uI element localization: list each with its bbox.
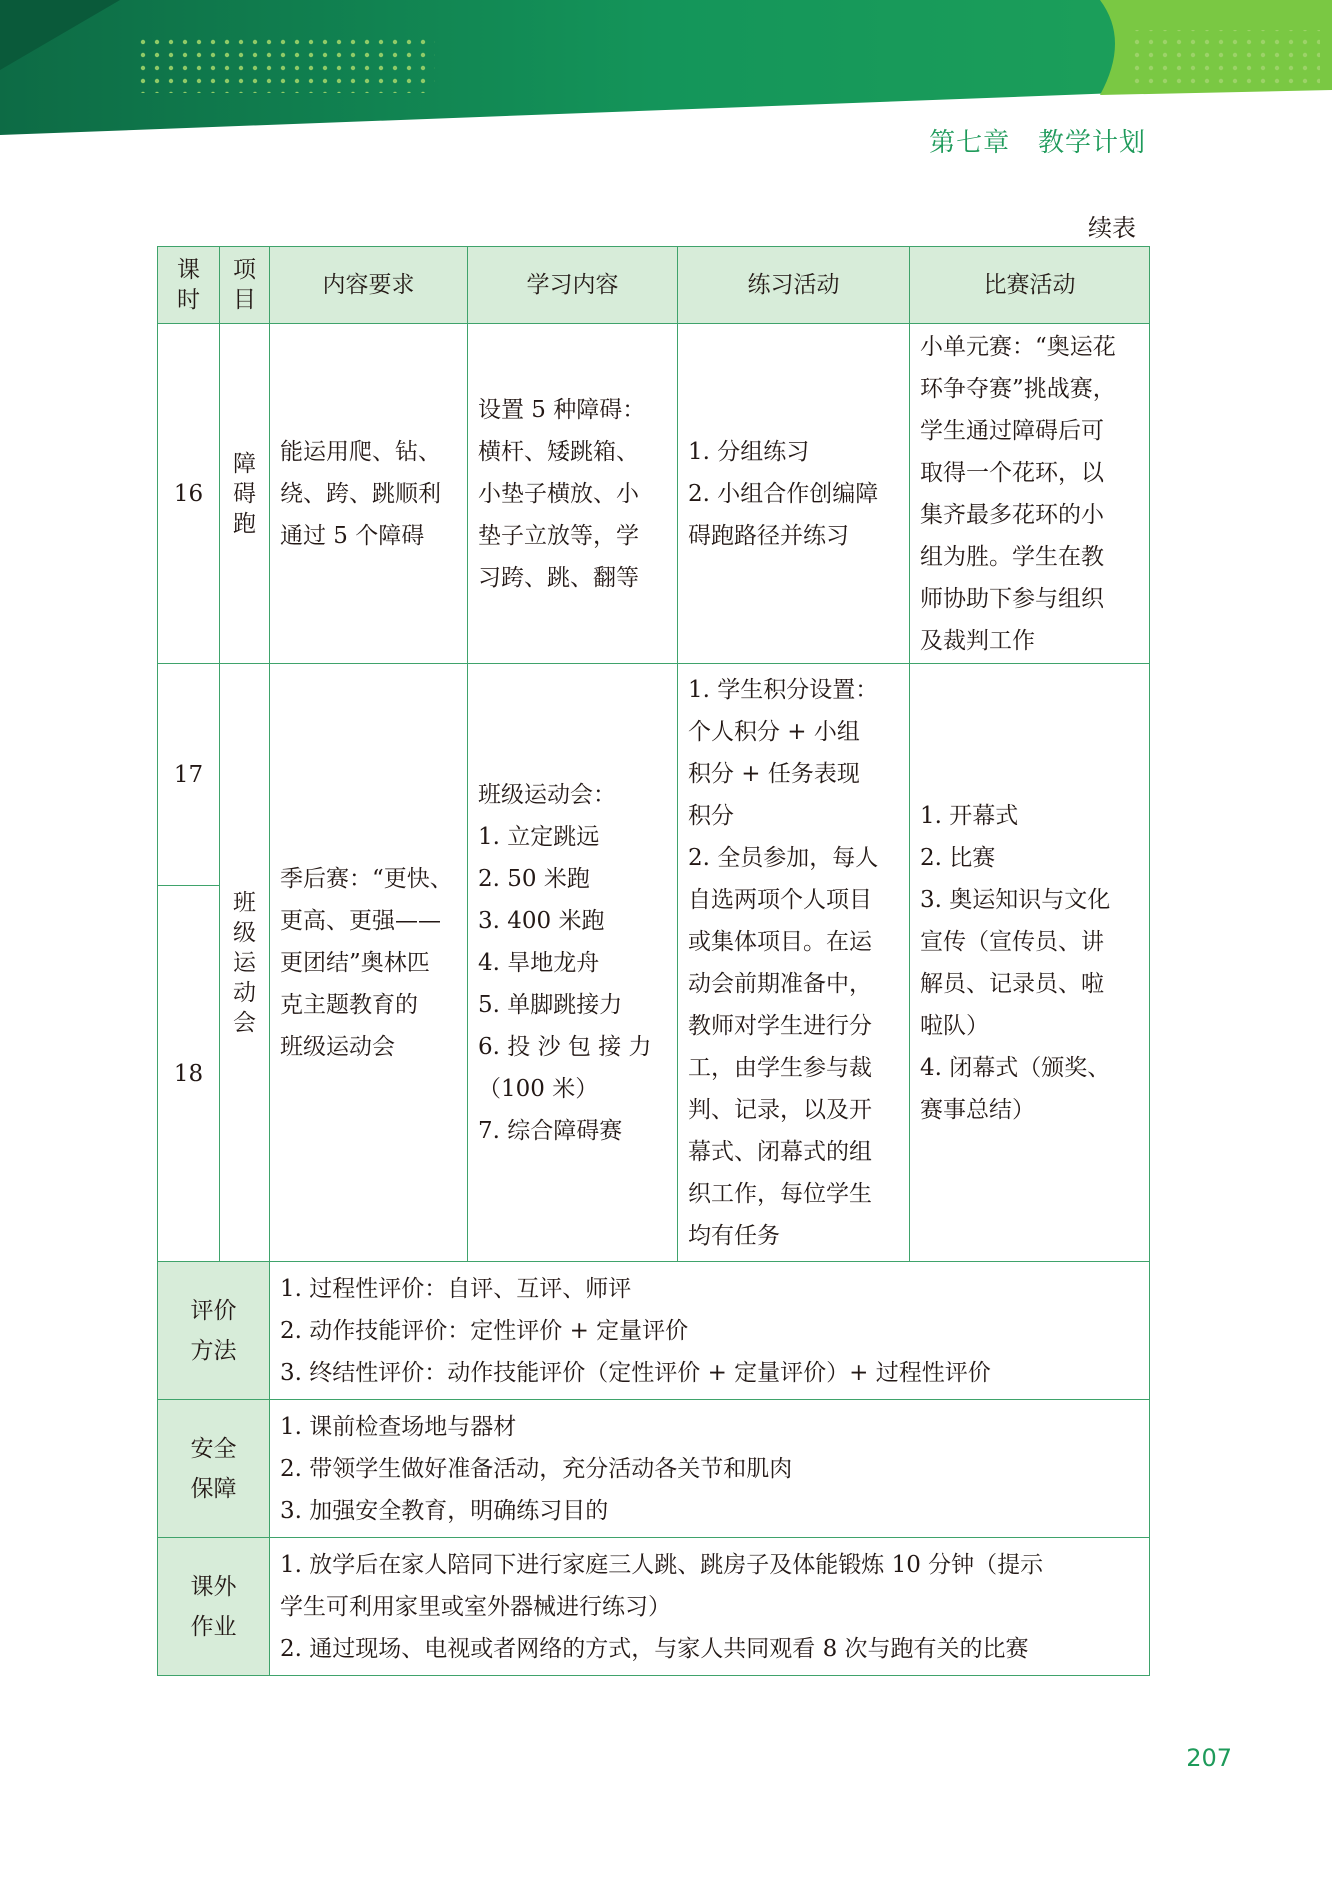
table-row-safety <box>158 1400 1150 1538</box>
evaluation-label: 评价 方法 <box>158 1262 270 1400</box>
lesson-number: 17 <box>158 664 220 886</box>
study-content-cell: 班级运动会： 1. 立定跳远 2. 50 米跑 3. 400 米跑 4. 旱地龙舟 5. 单脚跳接力 6. 投 沙 包 接 力 （100 米） 7. 综合障碍赛 <box>468 664 678 1262</box>
table-row-lesson-16 <box>158 324 1150 664</box>
item-class-sports-meet: 班 级 运 动 会 <box>220 664 270 1262</box>
safety-label: 安全 保障 <box>158 1400 270 1538</box>
teaching-plan-table <box>157 246 1150 1676</box>
continued-label: 续表 <box>1088 214 1136 242</box>
table-row-homework <box>158 1538 1150 1676</box>
chapter-heading <box>929 122 1146 159</box>
lesson-number: 18 <box>158 886 220 1262</box>
header-lesson: 课 时 <box>158 247 220 324</box>
header-competition-activity: 比赛活动 <box>910 247 1150 324</box>
competition-activity-cell: 1. 开幕式 2. 比赛 3. 奥运知识与文化 宣传（宣传员、讲 解员、记录员、啦 啦队） 4. 闭幕式（颁奖、 赛事总结） <box>910 664 1150 1262</box>
page-number: 207 <box>1186 1744 1232 1772</box>
safety-content: 1. 课前检查场地与器材 2. 带领学生做好准备活动，充分活动各关节和肌肉 3. 加强安全教育，明确练习目的 <box>270 1400 1150 1538</box>
lesson-number: 16 <box>158 324 220 664</box>
header-item: 项 目 <box>220 247 270 324</box>
content-requirement-cell: 季后赛：“更快、 更高、更强—— 更团结”奥林匹 克主题教育的 班级运动会 <box>270 664 468 1262</box>
chapter-number: 第七章 <box>929 128 1011 158</box>
table-row-lesson-17 <box>158 664 1150 886</box>
practice-activity-cell: 1. 分组练习 2. 小组合作创编障 碍跑路径并练习 <box>678 324 910 664</box>
homework-label: 课外 作业 <box>158 1538 270 1676</box>
evaluation-content: 1. 过程性评价：自评、互评、师评 2. 动作技能评价：定性评价 + 定量评价 3. 终结性评价：动作技能评价（定性评价 + 定量评价）+ 过程性评价 <box>270 1262 1150 1400</box>
homework-content: 1. 放学后在家人陪同下进行家庭三人跳、跳房子及体能锻炼 10 分钟（提示 学生可利用家里或室外器械进行练习） 2. 通过现场、电视或者网络的方式，与家人共同观看 8 次与跑有关的比赛 <box>270 1538 1150 1676</box>
content-requirement-cell: 能运用爬、钻、 绕、跨、跳顺利 通过 5 个障碍 <box>270 324 468 664</box>
item-obstacle-run: 障 碍 跑 <box>220 324 270 664</box>
chapter-title: 教学计划 <box>1037 128 1146 158</box>
header-study-content: 学习内容 <box>468 247 678 324</box>
header-content-requirement: 内容要求 <box>270 247 468 324</box>
header-banner <box>0 0 1332 135</box>
competition-activity-cell: 小单元赛：“奥运花 环争夺赛”挑战赛， 学生通过障碍后可 取得一个花环，以 集齐最多花环的小 组为胜。学生在教 师协助下参与组织 及裁判工作 <box>910 324 1150 664</box>
practice-activity-cell: 1. 学生积分设置： 个人积分 + 小组 积分 + 任务表现 积分 2. 全员参加，每人 自选两项个人项目 或集体项目。在运 动会前期准备中， 教师对学生进行分 工，由学生参与裁 判、记录，以及开 幕式、闭幕式的组 织工作，每位学生 均有任务 <box>678 664 910 1262</box>
header-practice-activity: 练习活动 <box>678 247 910 324</box>
table-header-row <box>158 247 1150 324</box>
study-content-cell: 设置 5 种障碍： 横杆、矮跳箱、 小垫子横放、小 垫子立放等，学 习跨、跳、翻等 <box>468 324 678 664</box>
table-row-evaluation <box>158 1262 1150 1400</box>
